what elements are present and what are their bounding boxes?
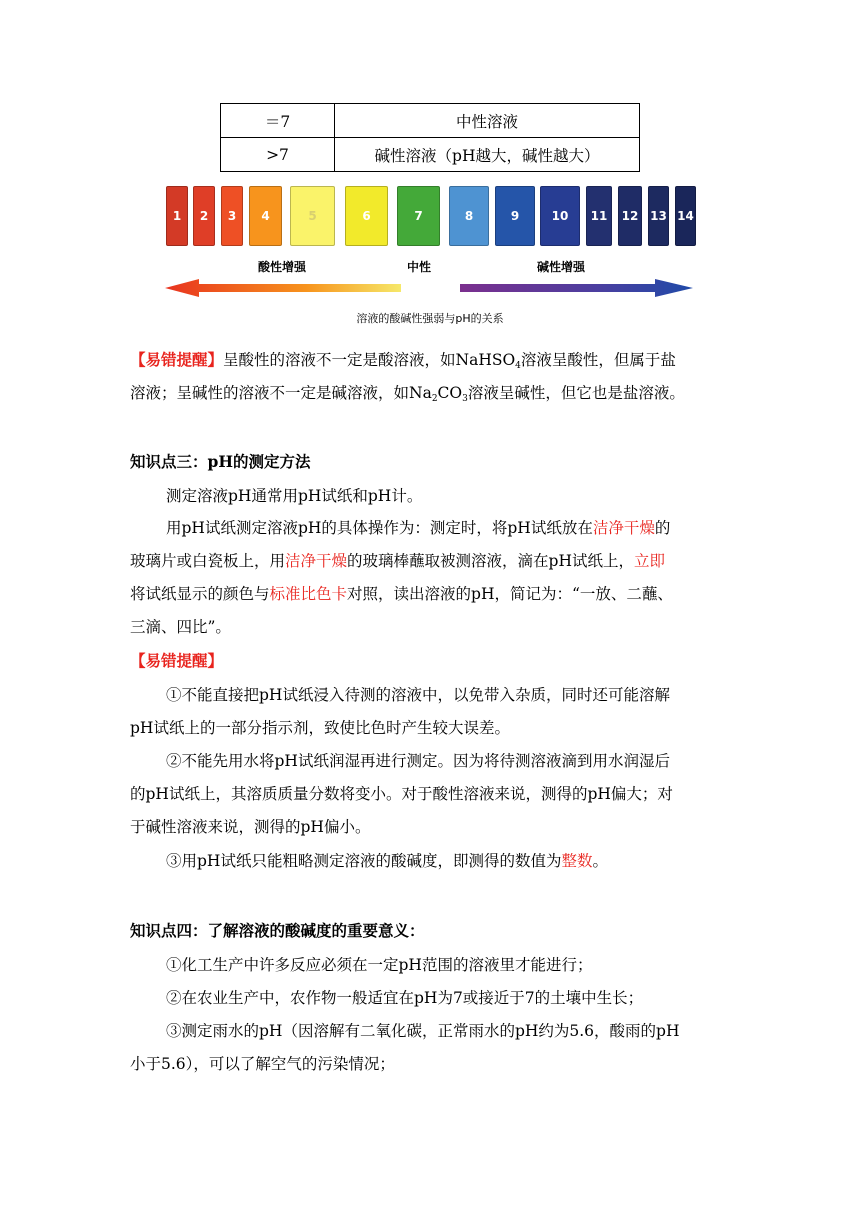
ph-chip-2: 2 <box>193 186 215 246</box>
list-item: 小于5.6），可以了解空气的污染情况； <box>130 1055 395 1073</box>
ph-chip-12: 12 <box>618 186 642 246</box>
base-arrow <box>460 279 693 297</box>
paragraph-line: ①不能直接把pH试纸浸入待测的溶液中，以免带入杂质，同时还可能溶解 <box>166 686 670 704</box>
tip1-line2: 溶液；呈碱性的溶液不一定是碱溶液，如$Na_2CO_3$溶液呈碱性，但它也是盐溶液。 <box>130 384 685 404</box>
ph-chip-4: 4 <box>249 186 282 246</box>
neutral-label: 中性 <box>407 260 432 274</box>
ph-chip-6: 6 <box>345 186 388 246</box>
ph-chip-7: 7 <box>397 186 440 246</box>
ph-chip-3: 3 <box>221 186 243 246</box>
ph-chip-13: 13 <box>648 186 669 246</box>
figure-caption: 溶液的酸碱性强弱与pH的关系 <box>356 312 504 325</box>
tip-label: 【易错提醒】 <box>130 651 224 670</box>
paragraph-line: 测定溶液pH通常用pH试纸和pH计。 <box>166 487 423 505</box>
ph-chip-5: 5 <box>290 186 335 246</box>
section-heading: 知识点四：了解溶液的酸碱度的重要意义： <box>130 921 425 940</box>
tip1-line1: 【易错提醒】呈酸性的溶液不一定是酸溶液，如NaHSO$_4$溶液呈酸性，但属于盐 <box>130 350 676 371</box>
acid-arrow <box>165 279 401 297</box>
base-label: 碱性增强 <box>537 260 586 274</box>
tip-label: 【易错提醒】 <box>130 350 224 369</box>
ph-chip-9: 9 <box>495 186 535 246</box>
paragraph-line: ②不能先用水将pH试纸润湿再进行测定。因为将待测溶液滴到用水润湿后 <box>166 752 670 770</box>
table-row <box>221 104 640 138</box>
paragraph-line: ③用pH试纸只能粗略测定溶液的酸碱度，即测得的数值为整数。 <box>166 852 608 870</box>
table-row <box>221 138 640 172</box>
paragraph-line: 的pH试纸上，其溶质质量分数将变小。对于酸性溶液来说，测得的pH偏大；对 <box>130 785 673 803</box>
list-item: ②在农业生产中，农作物一般适宜在pH为7或接近于7的土壤中生长； <box>166 989 644 1007</box>
ph-chip-14: 14 <box>675 186 696 246</box>
ph-cell: ＝7 <box>221 104 335 138</box>
ph-cell: >7 <box>221 138 335 172</box>
ph-arrows <box>165 276 695 300</box>
desc-cell: 碱性溶液（pH越大，碱性越大） <box>335 138 640 172</box>
desc-cell: 中性溶液 <box>335 104 640 138</box>
list-item: ①化工生产中许多反应必须在一定pH范围的溶液里才能进行； <box>166 956 593 974</box>
ph-chip-1: 1 <box>166 186 188 246</box>
ph-chip-8: 8 <box>449 186 489 246</box>
section-heading: 知识点三：pH的测定方法 <box>130 452 311 471</box>
ph-table <box>220 103 640 172</box>
ph-chip-10: 10 <box>540 186 580 246</box>
paragraph-line: 玻璃片或白瓷板上，用洁净干燥的玻璃棒蘸取被测溶液，滴在pH试纸上，立即 <box>130 552 665 570</box>
paragraph-line: 用pH试纸测定溶液pH的具体操作为：测定时，将pH试纸放在洁净干燥的 <box>166 519 671 537</box>
paragraph-line: 于碱性溶液来说，测得的pH偏小。 <box>130 818 371 836</box>
list-item: ③测定雨水的pH（因溶解有二氧化碳，正常雨水的pH约为5.6，酸雨的pH <box>166 1022 680 1040</box>
ph-chip-11: 11 <box>586 186 612 246</box>
paragraph-line: 三滴、四比”。 <box>130 618 231 636</box>
acid-label: 酸性增强 <box>258 260 307 274</box>
paragraph-line: 将试纸显示的颜色与标准比色卡对照，读出溶液的pH，简记为：“一放、二蘸、 <box>130 585 673 603</box>
paragraph-line: pH试纸上的一部分指示剂，致使比色时产生较大误差。 <box>130 719 510 737</box>
